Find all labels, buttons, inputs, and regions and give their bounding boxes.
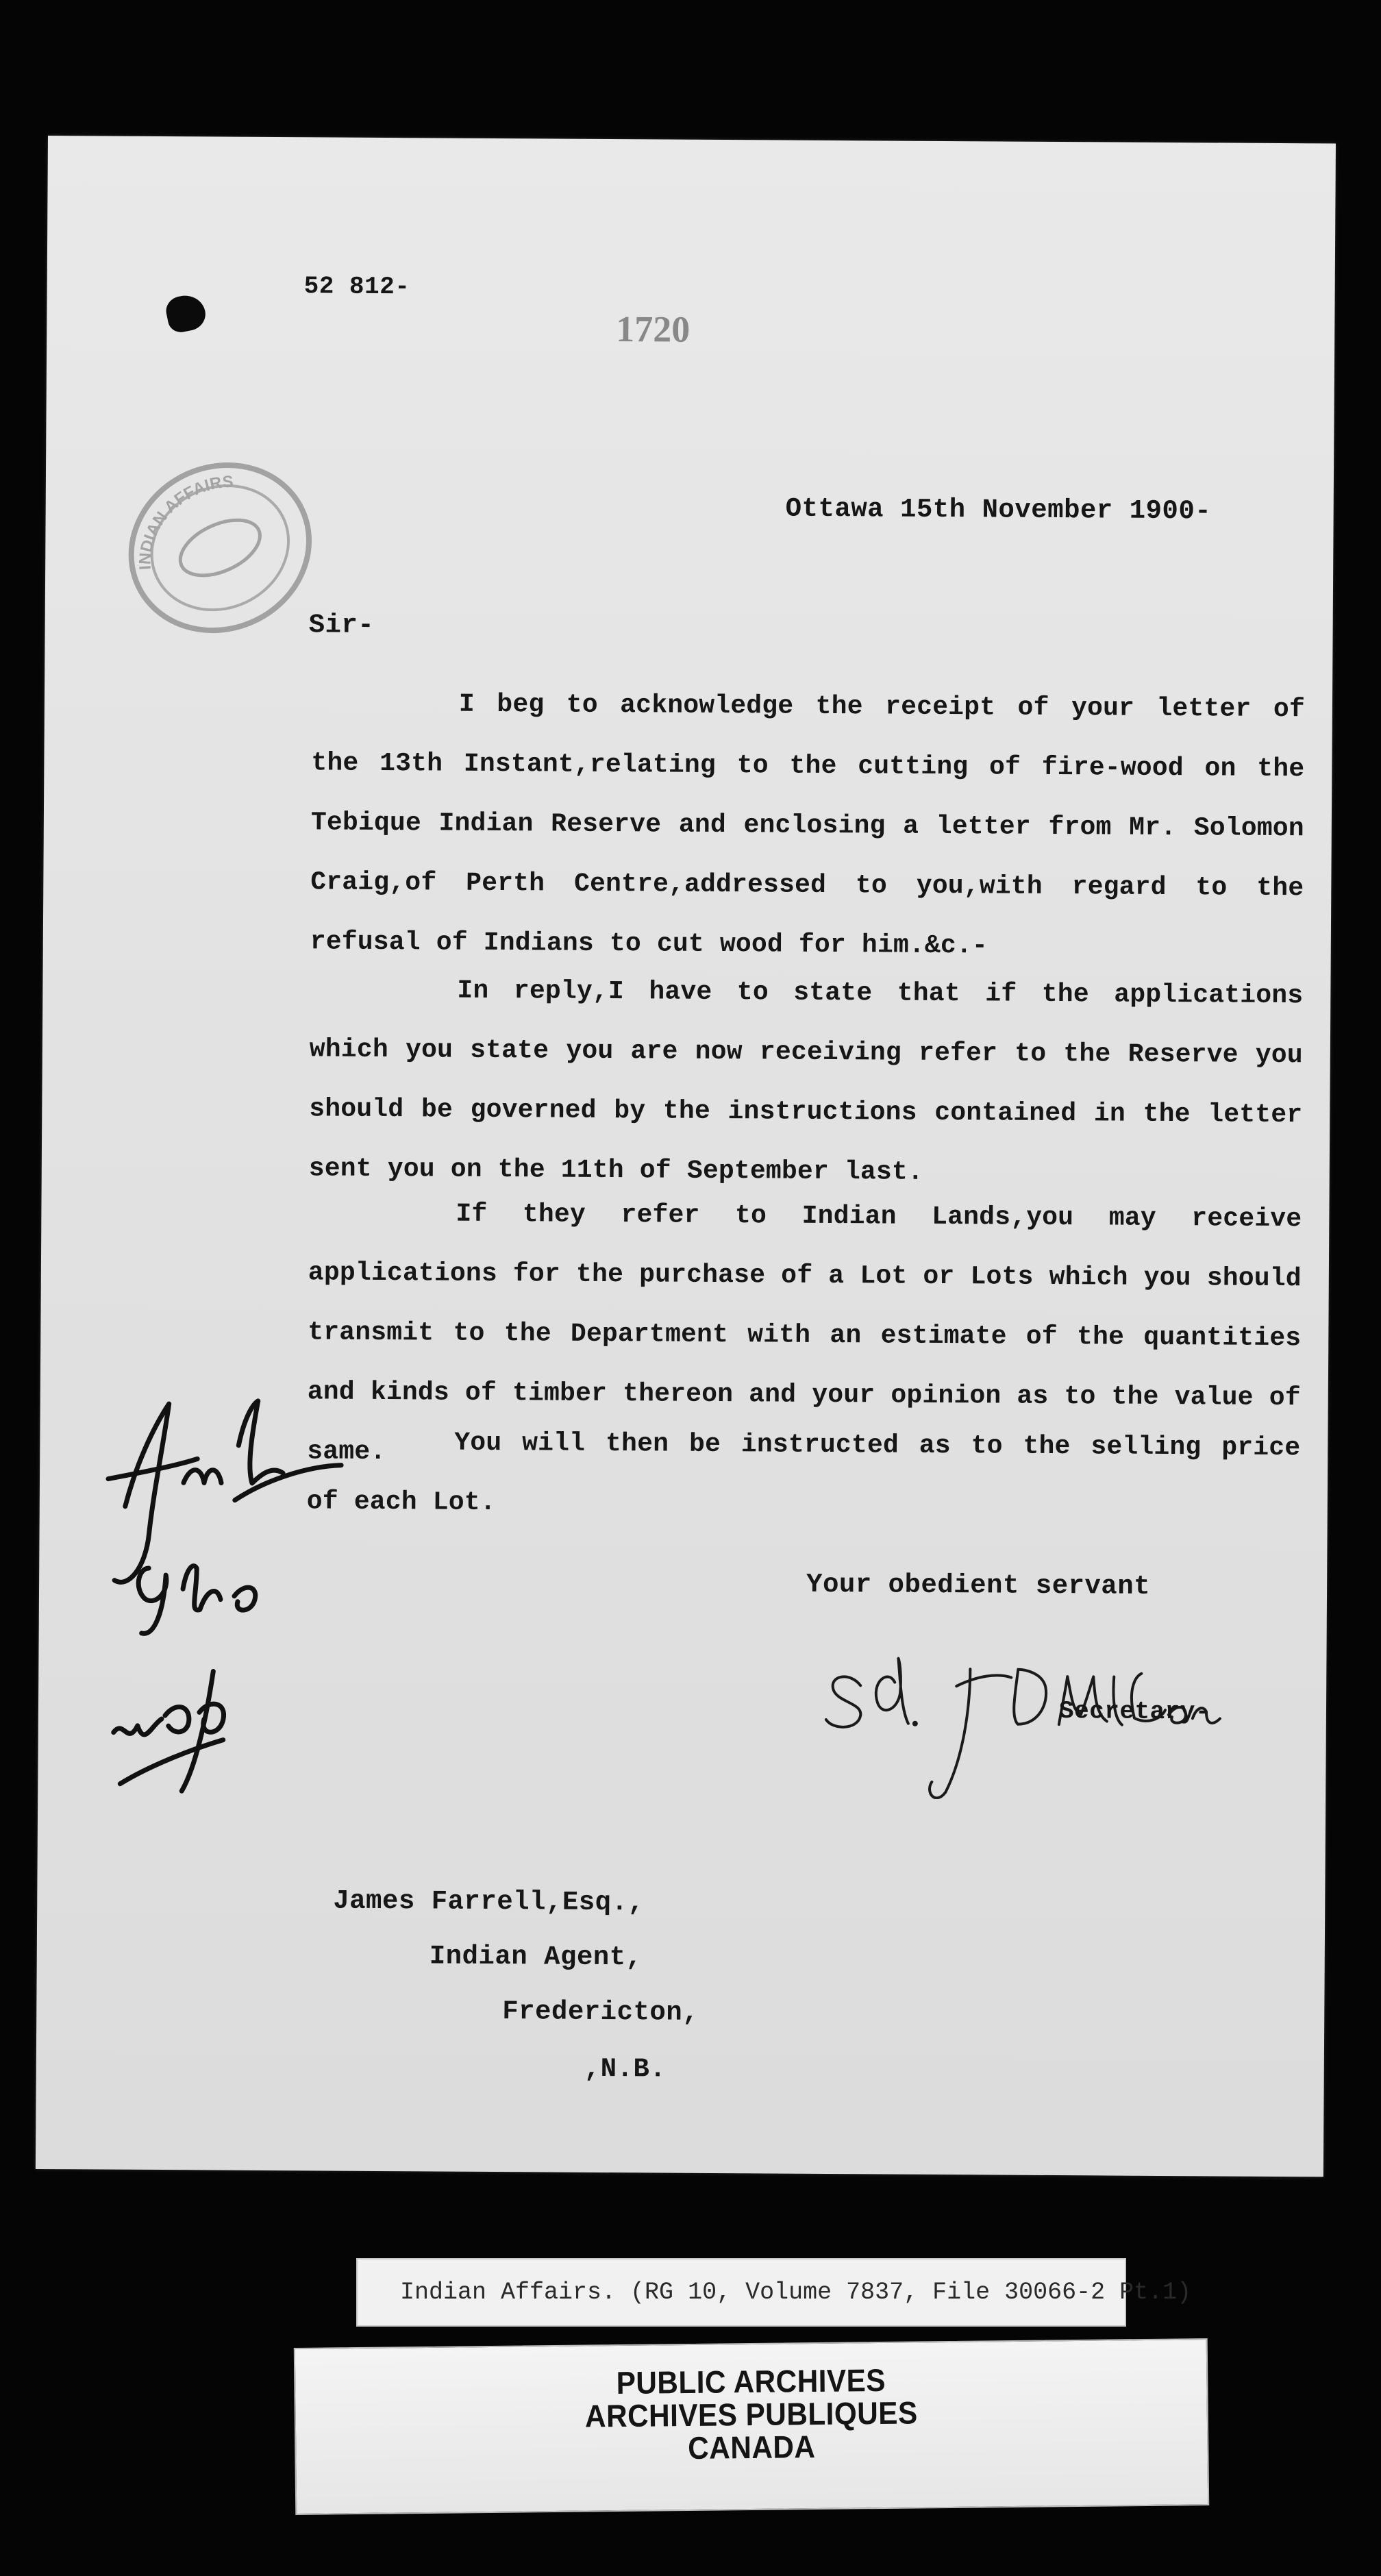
paragraph-reply: In reply,I have to state that if the applications which you state you are now receiving refer to the Reserve you should be governed by the instructions contained in the letter sent you on the 11th of September last.: [308, 976, 1304, 1187]
signer-title: Secretary-: [1058, 1697, 1211, 1726]
addressee-city: Fredericton,: [502, 1996, 699, 2028]
archives-line-french: ARCHIVES PUBLIQUES: [584, 2394, 918, 2434]
margin-initial-1: J.n.L.: [88, 1362, 90, 1363]
letter-date: Ottawa 15th November 1900-: [785, 493, 1212, 527]
top-stamp-text: 1720: [616, 308, 690, 350]
paragraph-indian-lands: If they refer to Indian Lands,you may receive applications for the purchase of a Lot or Lots which you should transmit to the Department with an estimate of the quantities and kinds of timber thereon and your opinion as to the value of same.: [307, 1199, 1302, 1467]
archive-reference-label: [356, 2258, 1192, 2327]
seal-text: INDIAN AFFAIRS: [136, 472, 234, 571]
paragraph-selling-price: You will then be instructed as to the selling price of each Lot.: [306, 1428, 1301, 1518]
public-archives-label: [294, 2338, 1209, 2515]
salutation: Sir-: [308, 610, 375, 641]
letter-page: [36, 136, 1336, 2177]
archives-line-english: PUBLIC ARCHIVES: [616, 2362, 886, 2401]
top-stamp-mark: [588, 304, 718, 359]
archives-line-country: CANADA: [687, 2429, 816, 2466]
received-seal-stamp: [116, 445, 323, 652]
closing-line: Your obedient servant: [806, 1569, 1151, 1602]
margin-handwritten-initials: [86, 1362, 349, 1857]
signature-text: Sd. J.D. McLean: [812, 1620, 818, 1621]
paragraph-acknowledgement: I beg to acknowledge the receipt of your letter of the 13th Instant,relating to the cutting of fire-wood on the Tebique Indian Reserve and enclosing a letter from Mr. Solomon Craig,of Perth Centre,addressed to you,with regard to the refusal of Indians to cut wood for him.&c.-: [310, 689, 1306, 961]
addressee-name: James Farrell,Esq.,: [333, 1885, 645, 1918]
ink-blot: [164, 292, 208, 334]
addressee-title: Indian Agent,: [429, 1941, 643, 1973]
archive-reference-text: Indian Affairs. (RG 10, Volume 7837, File 30066-2 Pt.1): [400, 2279, 1192, 2306]
addressee-province: ,N.B.: [584, 2053, 667, 2085]
file-number: 52 812-: [303, 272, 410, 301]
